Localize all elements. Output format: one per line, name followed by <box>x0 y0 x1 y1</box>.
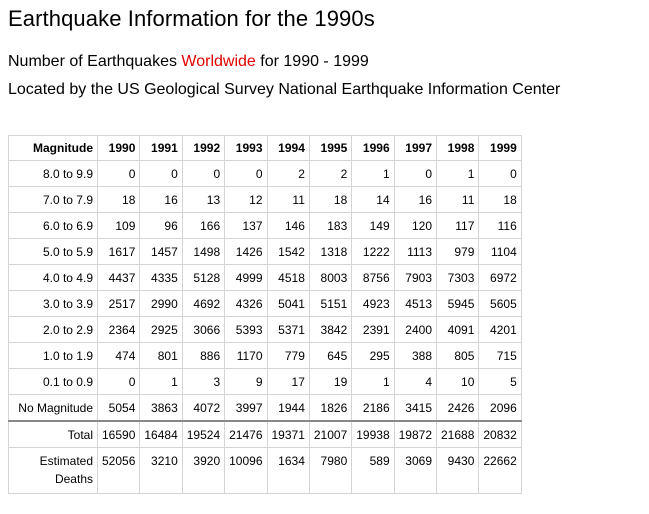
table-cell: 4072 <box>182 395 224 422</box>
table-cell: 5371 <box>267 317 309 343</box>
table-cell: 1113 <box>394 239 436 265</box>
table-cell: 146 <box>267 213 309 239</box>
table-cell: 5 <box>479 369 521 395</box>
year-header: 1994 <box>267 136 309 161</box>
table-cell: 11 <box>267 187 309 213</box>
row-label: 3.0 to 3.9 <box>9 291 98 317</box>
table-cell: 645 <box>309 343 351 369</box>
table-cell: 6972 <box>479 265 521 291</box>
table-cell: 1498 <box>182 239 224 265</box>
table-cell: 19872 <box>394 421 436 448</box>
table-cell: 9 <box>225 369 267 395</box>
table-cell: 0 <box>98 369 140 395</box>
table-cell: 0 <box>140 161 182 187</box>
table-cell: 2096 <box>479 395 521 422</box>
table-row <box>9 239 522 265</box>
table-cell: 805 <box>437 343 479 369</box>
table-cell: 21007 <box>309 421 351 448</box>
table-cell: 388 <box>394 343 436 369</box>
table-cell: 0 <box>182 161 224 187</box>
table-row <box>9 317 522 343</box>
row-label: 8.0 to 9.9 <box>9 161 98 187</box>
table-cell: 9430 <box>437 448 479 494</box>
year-header: 1996 <box>352 136 394 161</box>
table-cell: 1104 <box>479 239 521 265</box>
table-cell: 3920 <box>182 448 224 494</box>
deaths-row <box>9 448 522 494</box>
row-label: 1.0 to 1.9 <box>9 343 98 369</box>
year-header: 1995 <box>309 136 351 161</box>
table-cell: 4513 <box>394 291 436 317</box>
table-cell: 10 <box>437 369 479 395</box>
table-row <box>9 395 522 422</box>
source-line: Located by the US Geological Survey National Earthquake Information Center <box>8 81 561 98</box>
table-cell: 2990 <box>140 291 182 317</box>
table-row <box>9 265 522 291</box>
table-cell: 474 <box>98 343 140 369</box>
table-cell: 2364 <box>98 317 140 343</box>
table-cell: 4 <box>394 369 436 395</box>
table-cell: 22662 <box>479 448 521 494</box>
table-cell: 2 <box>309 161 351 187</box>
table-cell: 3863 <box>140 395 182 422</box>
year-header: 1998 <box>437 136 479 161</box>
table-cell: 7980 <box>309 448 351 494</box>
table-header-row <box>9 136 522 161</box>
row-label: Estimated Deaths <box>9 448 98 494</box>
table-cell: 8003 <box>309 265 351 291</box>
table-cell: 295 <box>352 343 394 369</box>
table-cell: 1426 <box>225 239 267 265</box>
subtitle-prefix: Number of Earthquakes <box>8 53 182 70</box>
table-cell: 1 <box>437 161 479 187</box>
table-cell: 5393 <box>225 317 267 343</box>
row-label: Total <box>9 421 98 448</box>
table-cell: 715 <box>479 343 521 369</box>
total-row <box>9 421 522 448</box>
year-header: 1990 <box>98 136 140 161</box>
row-label: 6.0 to 6.9 <box>9 213 98 239</box>
table-cell: 16 <box>394 187 436 213</box>
table-cell: 3415 <box>394 395 436 422</box>
table-cell: 4326 <box>225 291 267 317</box>
table-cell: 1170 <box>225 343 267 369</box>
year-header: 1991 <box>140 136 182 161</box>
table-cell: 0 <box>394 161 436 187</box>
table-cell: 4201 <box>479 317 521 343</box>
table-cell: 1318 <box>309 239 351 265</box>
table-cell: 52056 <box>98 448 140 494</box>
table-cell: 1 <box>352 161 394 187</box>
row-label: 4.0 to 4.9 <box>9 265 98 291</box>
table-cell: 13 <box>182 187 224 213</box>
table-cell: 5151 <box>309 291 351 317</box>
table-cell: 3066 <box>182 317 224 343</box>
table-cell: 96 <box>140 213 182 239</box>
table-row <box>9 161 522 187</box>
table-cell: 0 <box>98 161 140 187</box>
table-cell: 3997 <box>225 395 267 422</box>
table-cell: 19938 <box>352 421 394 448</box>
table-cell: 1634 <box>267 448 309 494</box>
row-label: 0.1 to 0.9 <box>9 369 98 395</box>
table-row <box>9 213 522 239</box>
table-cell: 21476 <box>225 421 267 448</box>
table-cell: 4437 <box>98 265 140 291</box>
table-cell: 4692 <box>182 291 224 317</box>
table-cell: 4518 <box>267 265 309 291</box>
table-cell: 2426 <box>437 395 479 422</box>
earthquake-table <box>8 135 522 494</box>
table-cell: 7903 <box>394 265 436 291</box>
table-cell: 589 <box>352 448 394 494</box>
table-cell: 1 <box>352 369 394 395</box>
table-cell: 5945 <box>437 291 479 317</box>
row-label: 2.0 to 2.9 <box>9 317 98 343</box>
table-cell: 1 <box>140 369 182 395</box>
table-cell: 16484 <box>140 421 182 448</box>
table-cell: 117 <box>437 213 479 239</box>
table-cell: 1457 <box>140 239 182 265</box>
table-cell: 886 <box>182 343 224 369</box>
table-cell: 1826 <box>309 395 351 422</box>
table-row <box>9 291 522 317</box>
table-cell: 4923 <box>352 291 394 317</box>
table-cell: 18 <box>479 187 521 213</box>
table-cell: 3 <box>182 369 224 395</box>
year-header: 1992 <box>182 136 224 161</box>
table-cell: 16590 <box>98 421 140 448</box>
table-cell: 183 <box>309 213 351 239</box>
table-cell: 11 <box>437 187 479 213</box>
table-cell: 149 <box>352 213 394 239</box>
table-row <box>9 369 522 395</box>
table-cell: 5128 <box>182 265 224 291</box>
table-cell: 1542 <box>267 239 309 265</box>
table-cell: 2186 <box>352 395 394 422</box>
table-cell: 5041 <box>267 291 309 317</box>
table-cell: 2391 <box>352 317 394 343</box>
table-cell: 2400 <box>394 317 436 343</box>
page-title: Earthquake Information for the 1990s <box>8 6 375 31</box>
table-cell: 2517 <box>98 291 140 317</box>
row-label: No Magnitude <box>9 395 98 422</box>
table-row <box>9 187 522 213</box>
table-cell: 2925 <box>140 317 182 343</box>
table-cell: 10096 <box>225 448 267 494</box>
table-cell: 19524 <box>182 421 224 448</box>
table-cell: 3069 <box>394 448 436 494</box>
subtitle-highlight-worldwide: Worldwide <box>181 53 256 70</box>
table-cell: 16 <box>140 187 182 213</box>
table-cell: 116 <box>479 213 521 239</box>
table-cell: 3842 <box>309 317 351 343</box>
row-label: 5.0 to 5.9 <box>9 239 98 265</box>
table-cell: 1222 <box>352 239 394 265</box>
table-cell: 4091 <box>437 317 479 343</box>
table-cell: 166 <box>182 213 224 239</box>
table-cell: 8756 <box>352 265 394 291</box>
table-cell: 7303 <box>437 265 479 291</box>
table-row <box>9 343 522 369</box>
table-cell: 3210 <box>140 448 182 494</box>
table-cell: 0 <box>225 161 267 187</box>
table-cell: 5054 <box>98 395 140 422</box>
year-header: 1999 <box>479 136 521 161</box>
table-cell: 4999 <box>225 265 267 291</box>
table-cell: 2 <box>267 161 309 187</box>
table-cell: 1617 <box>98 239 140 265</box>
magnitude-header: Magnitude <box>9 136 98 161</box>
table-cell: 109 <box>98 213 140 239</box>
table-cell: 779 <box>267 343 309 369</box>
table-cell: 137 <box>225 213 267 239</box>
table-cell: 0 <box>479 161 521 187</box>
table-cell: 12 <box>225 187 267 213</box>
table-cell: 1944 <box>267 395 309 422</box>
table-cell: 18 <box>98 187 140 213</box>
table-cell: 4335 <box>140 265 182 291</box>
year-header: 1993 <box>225 136 267 161</box>
year-header: 1997 <box>394 136 436 161</box>
subtitle-suffix: for 1990 - 1999 <box>255 53 369 70</box>
table-cell: 18 <box>309 187 351 213</box>
table-cell: 21688 <box>437 421 479 448</box>
table-cell: 979 <box>437 239 479 265</box>
row-label: 7.0 to 7.9 <box>9 187 98 213</box>
table-cell: 14 <box>352 187 394 213</box>
table-cell: 19371 <box>267 421 309 448</box>
table-cell: 801 <box>140 343 182 369</box>
table-cell: 19 <box>309 369 351 395</box>
table-cell: 120 <box>394 213 436 239</box>
table-cell: 5605 <box>479 291 521 317</box>
subtitle <box>8 53 369 71</box>
table-cell: 17 <box>267 369 309 395</box>
table-cell: 20832 <box>479 421 521 448</box>
table-body <box>9 161 522 494</box>
